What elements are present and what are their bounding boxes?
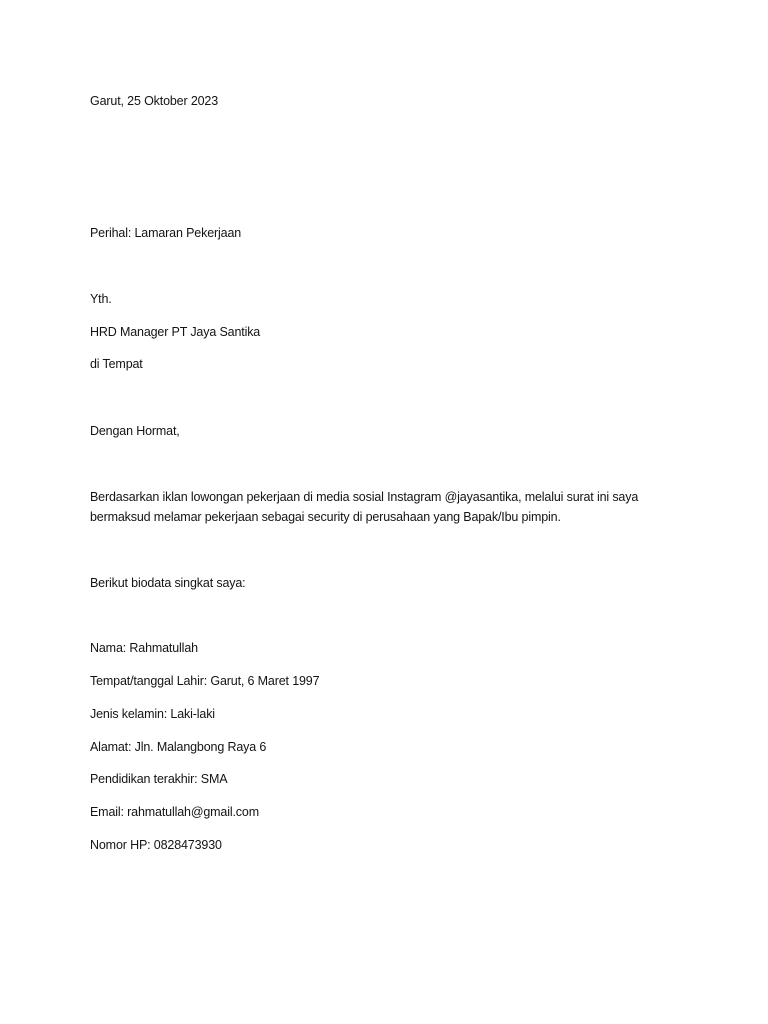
biodata-intro: Berikut biodata singkat saya: xyxy=(90,576,246,590)
biodata-email: Email: rahmatullah@gmail.com xyxy=(90,805,259,819)
paragraph-line: bermaksud melamar pekerjaan sebagai security di perusahaan yang Bapak/Ibu pimpin. xyxy=(90,510,561,524)
recipient-name: HRD Manager PT Jaya Santika xyxy=(90,325,261,339)
biodata-education: Pendidikan terakhir: SMA xyxy=(90,772,228,786)
biodata-birth: Tempat/tanggal Lahir: Garut, 6 Maret 1997 xyxy=(90,674,320,688)
letter-subject: Perihal: Lamaran Pekerjaan xyxy=(90,226,242,240)
biodata-phone: Nomor HP: 0828473930 xyxy=(90,838,222,852)
biodata-address: Alamat: Jln. Malangbong Raya 6 xyxy=(90,740,267,754)
biodata-name: Nama: Rahmatullah xyxy=(90,641,198,655)
letter-date: Garut, 25 Oktober 2023 xyxy=(90,94,219,108)
paragraph-line: Berdasarkan iklan lowongan pekerjaan di media sosial Instagram @jayasantika, melalui surat ini saya xyxy=(90,490,639,504)
recipient-salutation: Yth. xyxy=(90,292,112,306)
biodata-gender: Jenis kelamin: Laki-laki xyxy=(90,707,215,721)
recipient-location: di Tempat xyxy=(90,357,143,371)
letter-greeting: Dengan Hormat, xyxy=(90,424,180,438)
